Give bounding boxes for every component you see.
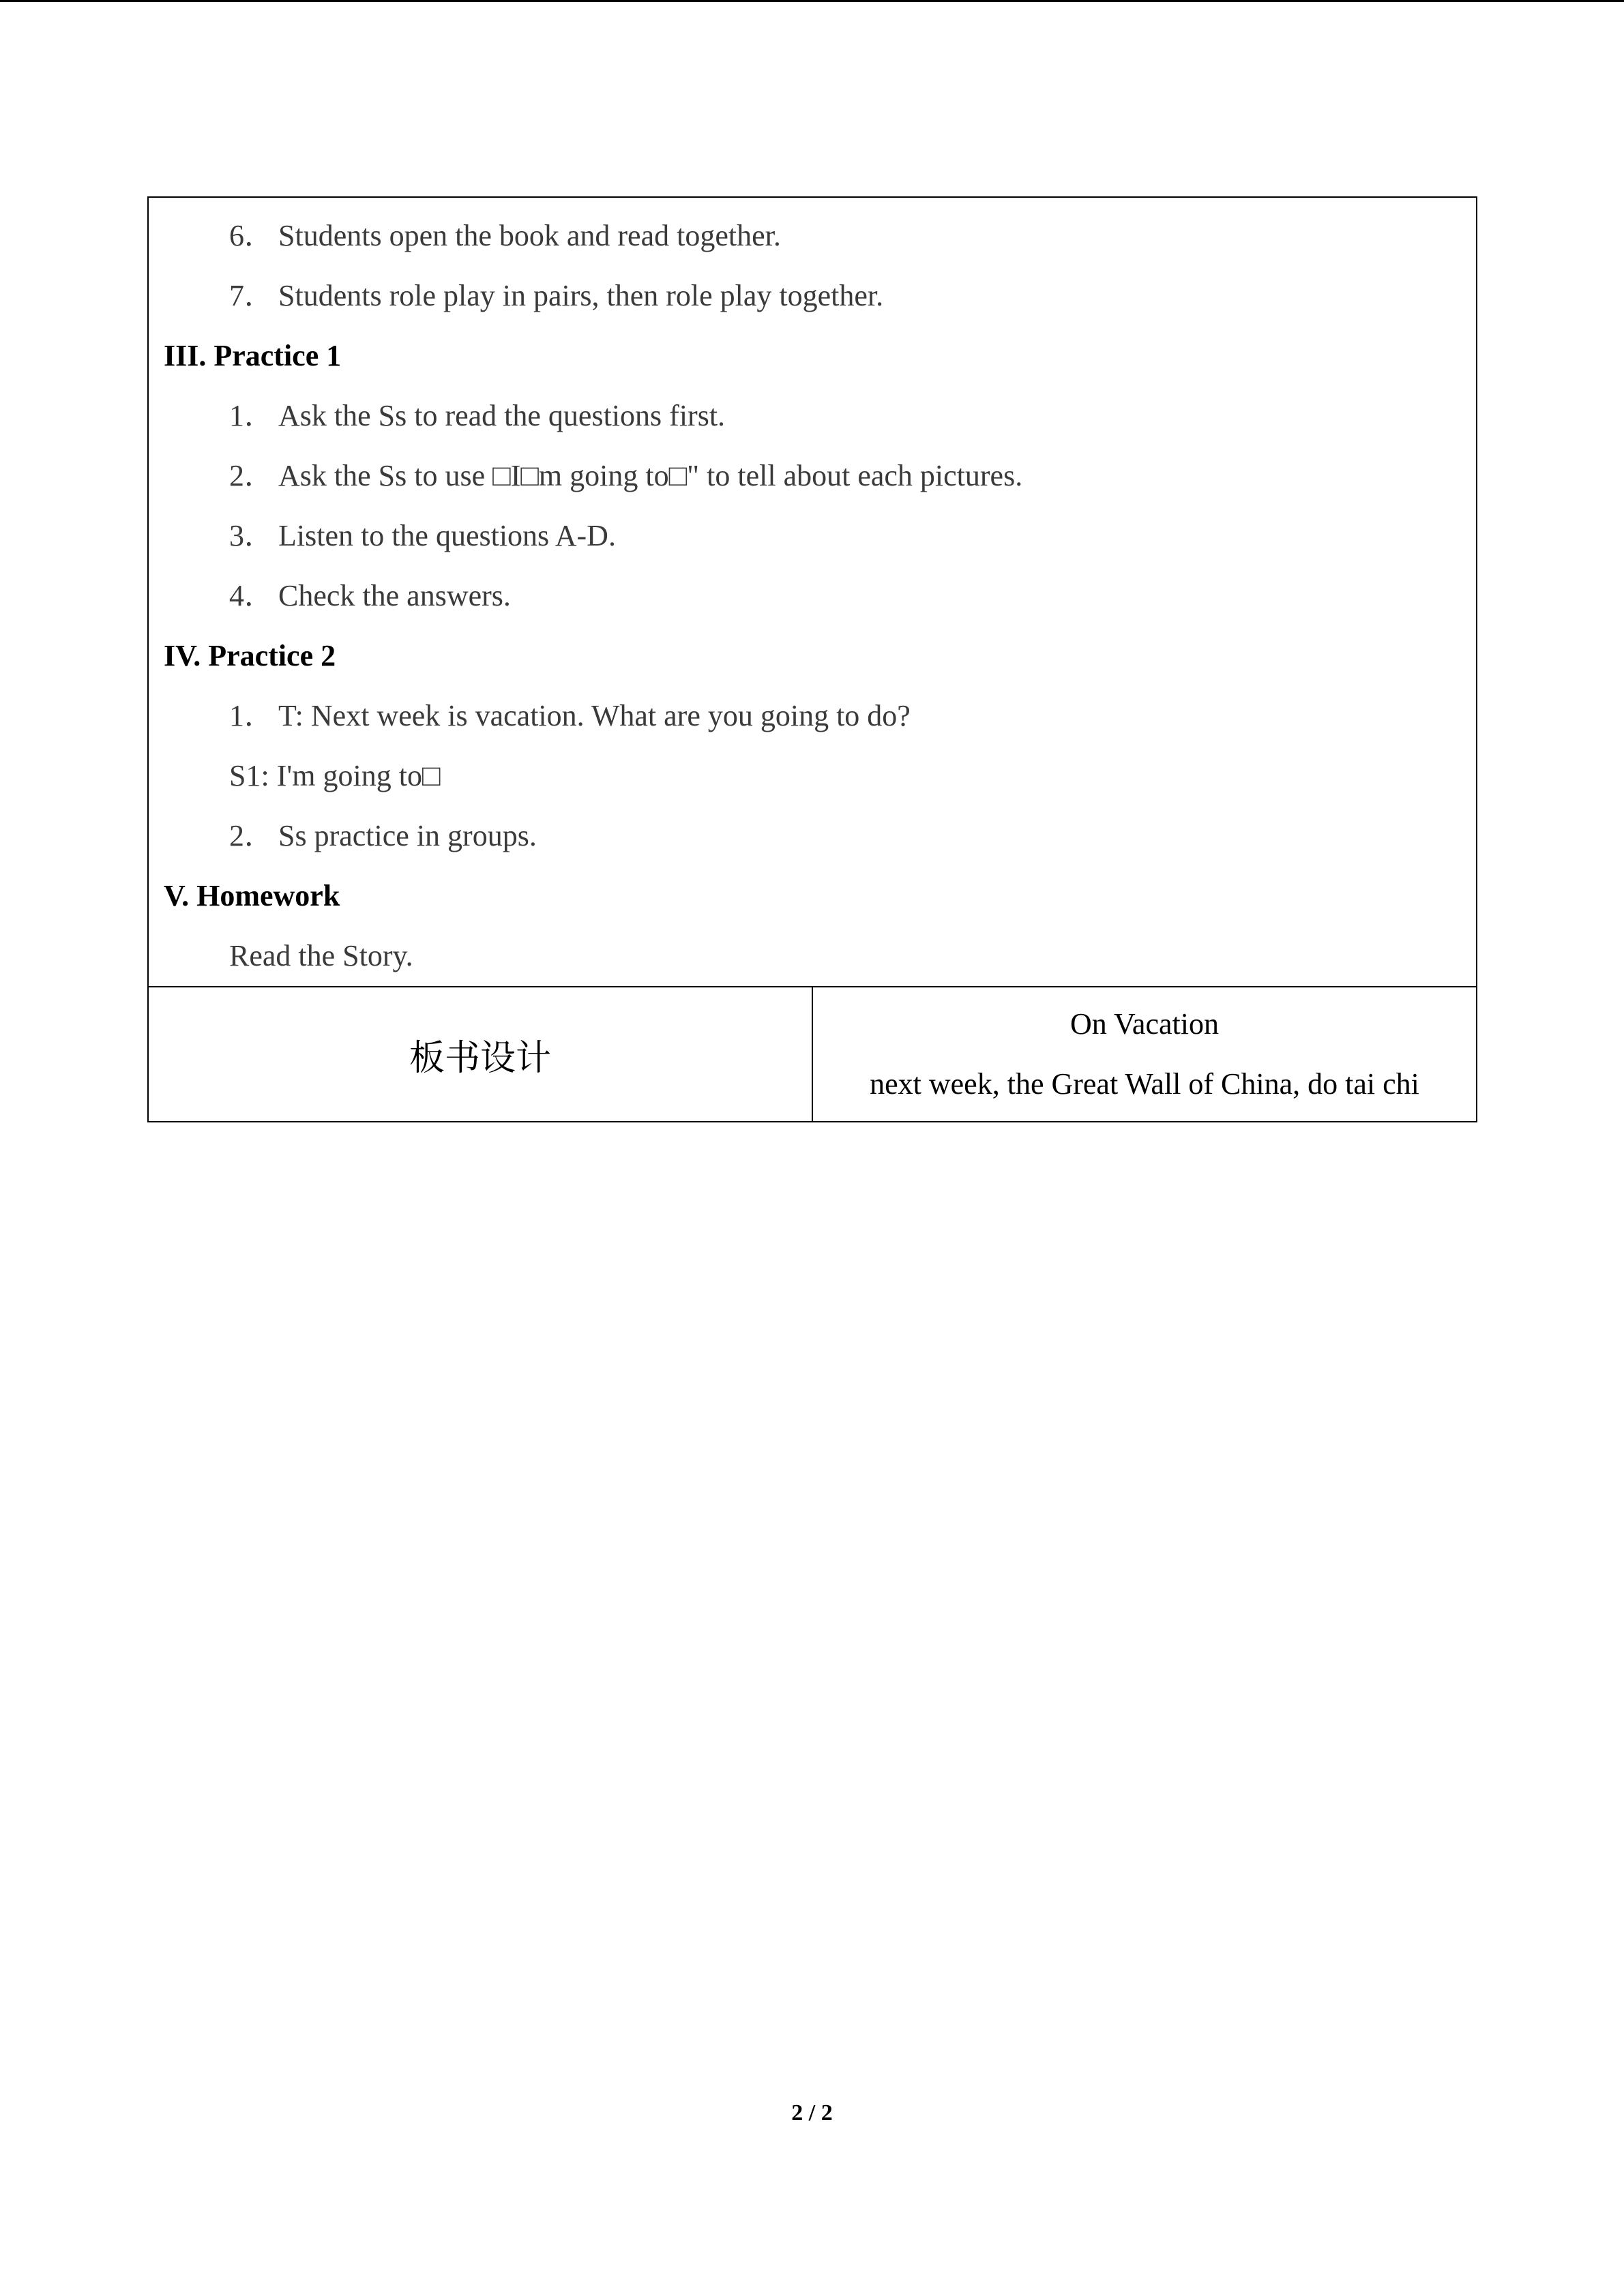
item-text: Ask the Ss to use □I□m going to□" to tell about each pictures. [278, 459, 1023, 492]
item-number: 1． [229, 699, 274, 732]
section-heading-homework: V. Homework [164, 879, 340, 912]
item-number: 2． [229, 459, 274, 492]
item-number: 7． [229, 279, 274, 312]
dialogue-line: S1: I'm going to□ [229, 759, 441, 792]
list-item [164, 206, 1461, 266]
top-border-line [0, 0, 1624, 2]
section-heading-practice-1: III. Practice 1 [164, 339, 342, 372]
list-item [164, 686, 1461, 746]
list-item [164, 446, 1461, 506]
list-item [164, 806, 1461, 866]
list-item [164, 566, 1461, 626]
item-number: 4． [229, 579, 274, 612]
board-title: On Vacation [1070, 1007, 1219, 1041]
procedure-cell [148, 197, 1477, 987]
item-text: Ss practice in groups. [278, 819, 537, 852]
item-text: Students open the book and read together. [278, 219, 781, 252]
lesson-plan-table [147, 196, 1477, 1122]
item-text: Ask the Ss to read the questions first. [278, 399, 726, 432]
board-design-row [148, 987, 1477, 1122]
list-item [164, 506, 1461, 566]
section-heading-practice-2: IV. Practice 2 [164, 639, 336, 672]
item-number: 1． [229, 399, 274, 432]
procedure-row [148, 197, 1477, 987]
item-text: Students role play in pairs, then role play together. [278, 279, 884, 312]
item-number: 2． [229, 819, 274, 852]
list-item [164, 386, 1461, 446]
list-item [164, 266, 1461, 326]
board-design-label: 板书设计 [148, 987, 812, 1122]
homework-text: Read the Story. [229, 939, 413, 972]
item-text: Listen to the questions A-D. [278, 519, 616, 552]
item-text: Check the answers. [278, 579, 511, 612]
item-number: 3． [229, 519, 274, 552]
page-number: 2 / 2 [791, 2100, 833, 2126]
item-text: T: Next week is vacation. What are you going to do? [278, 699, 911, 732]
board-keywords: next week, the Great Wall of China, do tai chi [870, 1067, 1419, 1101]
board-design-content [812, 987, 1477, 1122]
item-number: 6． [229, 219, 274, 252]
